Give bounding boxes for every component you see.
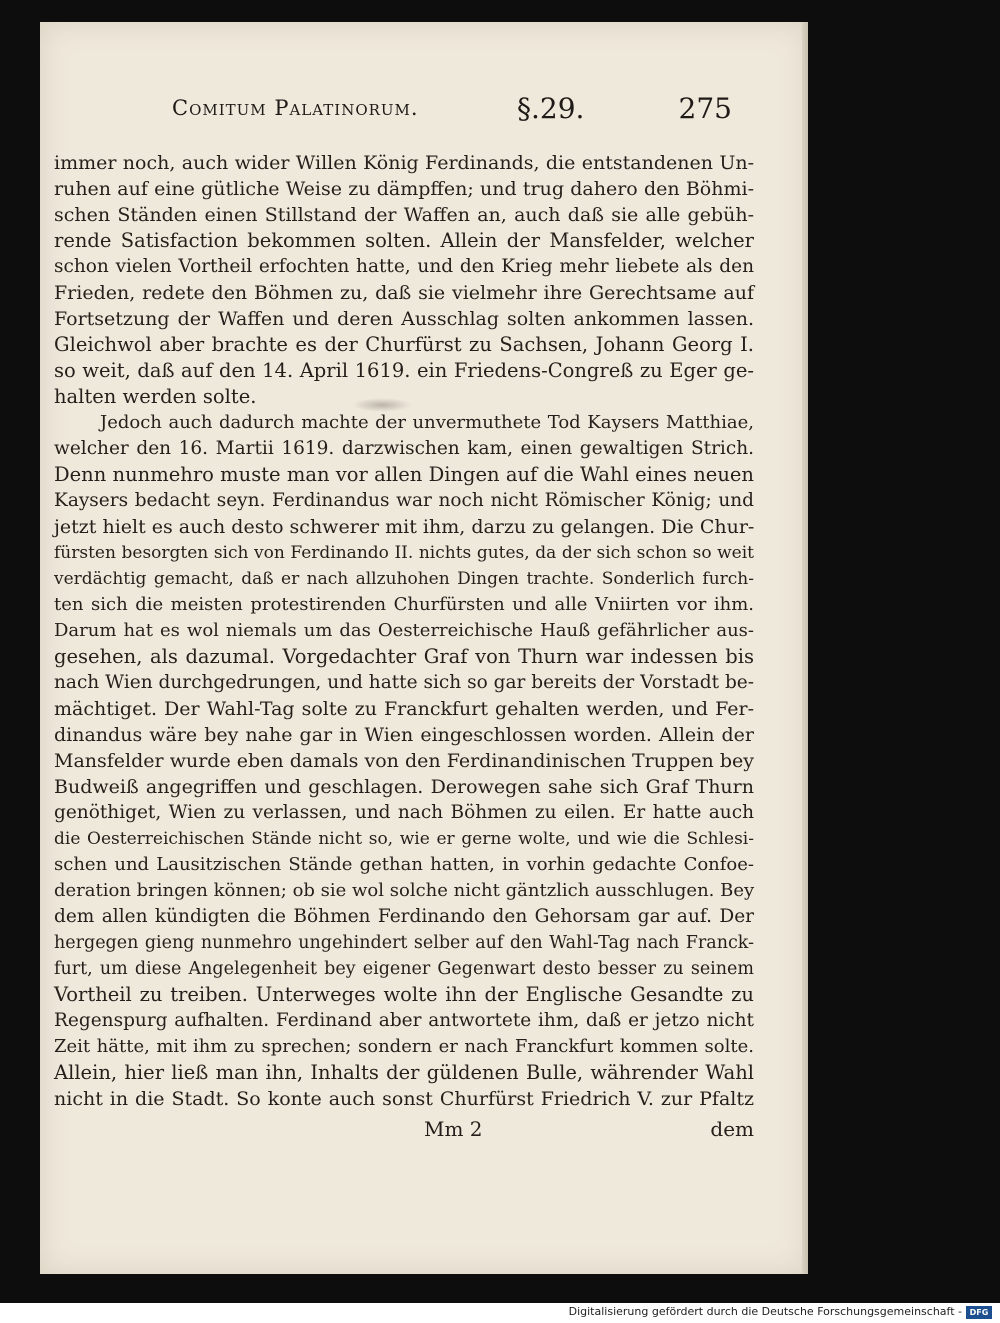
- text-line: Darum hat es wol niemals um das Oesterreichische Hauß gefährlicher aus-: [54, 620, 754, 641]
- text-line: die Oesterreichischen Stände nicht so, wie er gerne wolte, und wie die Schlesi-: [54, 829, 754, 849]
- text-line: Allein, hier ließ man ihn, Inhalts der güldenen Bulle, währender Wahl: [54, 1061, 754, 1084]
- text-line: deration bringen können; ob sie wol solche nicht gäntzlich ausschlugen. Bey: [54, 880, 755, 901]
- page-edge: [802, 22, 808, 1274]
- dfg-logo: DFG: [966, 1306, 992, 1319]
- digitization-footer: [0, 1303, 1000, 1323]
- text-line: gesehen, als dazumal. Vorgedachter Graf von Thurn war indessen bis: [54, 645, 754, 668]
- text-line: Gleichwol aber brachte es der Churfürst zu Sachsen, Johann Georg I.: [54, 333, 754, 356]
- page-foot: [54, 1117, 754, 1147]
- text-line: Vortheil zu treiben. Unterweges wolte ihn der Englische Gesandte zu: [54, 983, 754, 1006]
- text-line: halten werden solte.: [54, 385, 257, 408]
- text-line: so weit, daß auf den 14. April 1619. ein Friedens-Congreß zu Eger ge-: [54, 359, 754, 382]
- text-line: hergegen gieng nunmehro ungehindert selber auf den Wahl-Tag nach Franck-: [54, 933, 754, 953]
- text-line: dem allen kündigten die Böhmen Ferdinando den Gehorsam gar auf. Der: [54, 906, 754, 927]
- text-line: welcher den 16. Martii 1619. darzwischen kam, einen gewaltigen Strich.: [54, 438, 754, 459]
- body-text: [54, 150, 754, 1112]
- text-line: genöthiget, Wien zu verlassen, und nach Böhmen zu eilen. Er hatte auch: [54, 802, 754, 823]
- text-line: mächtiget. Der Wahl-Tag solte zu Franckfurt gehalten werden, und Fer-: [54, 698, 754, 720]
- page-number: 275: [678, 92, 732, 125]
- text-line: Budweiß angegriffen und geschlagen. Derowegen sahe sich Graf Thurn: [54, 776, 754, 798]
- text-line: Denn nunmehro muste man vor allen Dingen auf die Wahl eines neuen: [54, 463, 754, 486]
- text-line: furt, um diese Angelegenheit bey eigener Gegenwart desto besser zu seinem: [54, 959, 754, 979]
- text-line: Jedoch auch dadurch machte der unvermuthete Tod Kaysers Matthiae,: [100, 412, 754, 433]
- signature-mark: Mm 2: [424, 1117, 483, 1141]
- text-line: schen Ständen einen Stillstand der Waffen an, auch daß sie alle gebüh-: [54, 204, 754, 226]
- text-line: jetzt hielt es auch desto schwerer mit ihm, darzu zu gelangen. Die Chur-: [54, 516, 755, 538]
- running-head: [172, 94, 732, 130]
- running-head-title: Comitum Palatinorum.: [172, 96, 419, 120]
- text-line: fürsten besorgten sich von Ferdinando II. nichts gutes, da der sich schon so weit: [54, 543, 754, 563]
- section-number: §.29.: [517, 92, 585, 125]
- text-line: ten sich die meisten protestirenden Churfürsten und alle Vniirten vor ihm.: [54, 594, 754, 615]
- text-line: Kaysers bedacht seyn. Ferdinandus war noch nicht Römischer König; und: [54, 490, 754, 511]
- footer-credit: Digitalisierung gefördert durch die Deutsche Forschungsgemeinschaft -: [568, 1305, 962, 1318]
- text-line: Regenspurg aufhalten. Ferdinand aber antwortete ihm, daß er jetzo nicht: [54, 1010, 754, 1031]
- text-line: schon vielen Vortheil erfochten hatte, und den Krieg mehr liebete als den: [54, 256, 754, 277]
- text-line: nach Wien durchgedrungen, und hatte sich so gar bereits der Vorstadt be-: [54, 672, 754, 693]
- text-line: ruhen auf eine gütliche Weise zu dämpffen; und trug dahero den Böhmi-: [54, 178, 754, 200]
- text-line: dinandus wäre bey nahe gar in Wien eingeschlossen worden. Allein der: [54, 724, 754, 746]
- text-line: nicht in die Stadt. So konte auch sonst Churfürst Friedrich V. zur Pfaltz: [54, 1088, 754, 1110]
- text-line: verdächtig gemacht, daß er nach allzuhohen Dingen trachte. Sonderlich furch-: [54, 569, 754, 589]
- text-line: Zeit hätte, mit ihm zu sprechen; sondern er nach Franckfurt kommen solte.: [54, 1036, 754, 1057]
- catchword: dem: [710, 1117, 754, 1141]
- text-line: schen und Lausitzischen Stände gethan hatten, in vorhin gedachte Confoe-: [54, 854, 754, 875]
- text-line: Fortsetzung der Waffen und deren Ausschlag solten ankommen lassen.: [54, 308, 754, 330]
- text-line: Frieden, redete den Böhmen zu, daß sie vielmehr ihre Gerechtsame auf: [54, 282, 754, 304]
- text-line: Mansfelder wurde eben damals von den Ferdinandinischen Truppen bey: [54, 750, 754, 772]
- text-line: rende Satisfaction bekommen solten. Allein der Mansfelder, welcher: [54, 229, 754, 252]
- text-line: immer noch, auch wider Willen König Ferdinands, die entstandenen Un-: [54, 152, 754, 174]
